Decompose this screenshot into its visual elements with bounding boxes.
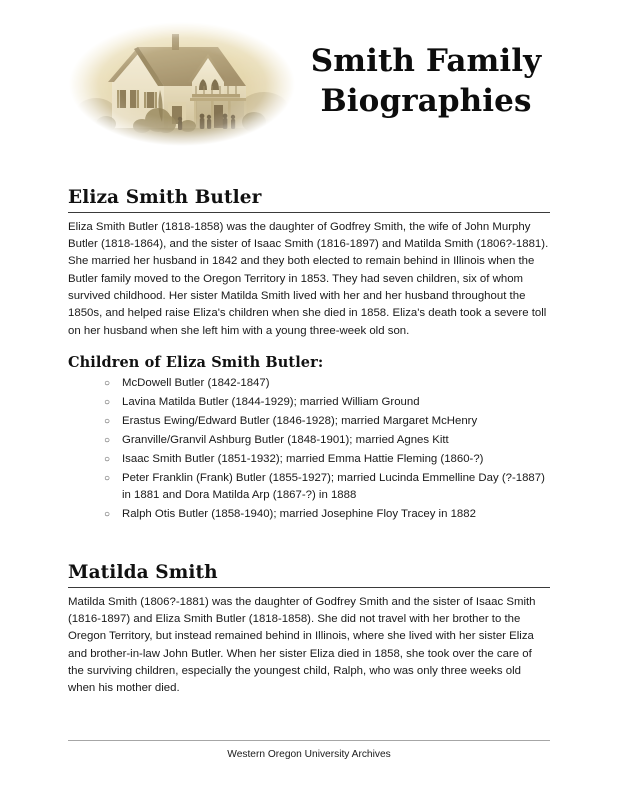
- children-list: [68, 375, 550, 523]
- list-item: [104, 470, 550, 505]
- section-matilda-smith: [68, 525, 550, 698]
- circle-bullet-icon: ○: [104, 509, 111, 521]
- list-item-label: Lavina Matilda Butler (1844-1929); married William Ground: [122, 396, 420, 409]
- footer-text: Western Oregon University Archives: [227, 749, 391, 760]
- heading-divider: [68, 212, 550, 213]
- farmhouse-photo-image: [68, 20, 296, 148]
- circle-bullet-icon: ○: [104, 434, 111, 446]
- title-line-2: Biographies: [320, 83, 532, 119]
- section-body-paragraph: Matilda Smith (1806?-1881) was the daughter of Godfrey Smith and the sister of Isaac Smith (1816-1897) and Eliza Smith Butler (1818-1858). She did not travel with her brother to the Oregon Territory, but instead remained behind in Illinois, where she lived with her sister Eliza and brother-in-law John Butler. When her sister Eliza died in 1858, she took over the care of the surviving children, especially the youngest child, Ralph, who was only three weeks old when his mother died.: [68, 595, 536, 695]
- children-sub-heading: Children of Eliza Smith Butler:: [68, 353, 324, 371]
- circle-bullet-icon: ○: [104, 378, 111, 390]
- footer-divider: [68, 740, 550, 741]
- list-item: [104, 432, 550, 449]
- page-footer: [68, 740, 550, 762]
- list-item-label: Ralph Otis Butler (1858-1940); married Josephine Floy Tracey in 1882: [122, 508, 476, 521]
- list-item: [104, 394, 550, 411]
- circle-bullet-icon: ○: [104, 453, 111, 465]
- list-item: [104, 375, 550, 392]
- section-heading: Eliza Smith Butler: [68, 187, 262, 208]
- list-item-label: Peter Franklin (Frank) Butler (1855-1927); married Lucinda Emmelline Day (?-1887) in 1881 and Dora Matilda Arp (1867-?) in 1888: [122, 471, 545, 502]
- section-heading: Matilda Smith: [68, 561, 218, 583]
- document-title: [296, 42, 550, 125]
- list-item-label: Isaac Smith Butler (1851-1932); married Emma Hattie Fleming (1860-?): [122, 452, 484, 465]
- section-eliza-smith-butler: [68, 154, 550, 523]
- title-line-1: Smith Family: [310, 43, 542, 80]
- list-item-label: McDowell Butler (1842-1847): [122, 377, 270, 390]
- list-item: [104, 413, 550, 430]
- circle-bullet-icon: ○: [104, 472, 111, 484]
- header-photograph: [68, 20, 296, 148]
- list-item-label: Granville/Granvil Ashburg Butler (1848-1901); married Agnes Kitt: [122, 433, 449, 446]
- list-item: [104, 451, 550, 468]
- circle-bullet-icon: ○: [104, 397, 111, 409]
- list-item-label: Erastus Ewing/Edward Butler (1846-1928); married Margaret McHenry: [122, 415, 478, 427]
- heading-divider: [68, 587, 550, 588]
- masthead: [68, 0, 550, 154]
- circle-bullet-icon: ○: [104, 416, 111, 427]
- section-body-paragraph: Eliza Smith Butler (1818-1858) was the daughter of Godfrey Smith, the wife of John Murphy Butler (1818-1864), and the sister of Isaac Smith (1816-1897) and Matilda Smith (1806?-1881). She married her husband in 1842 and they both elected to remain behind in Illinois when the Butler family moved to the Oregon Territory in 1853. They had seven children, six of whom survived childhood. Her sister Matilda Smith lived with her and her husband throughout the 1850s, and helped raise Eliza's children when she died in 1858. Eliza's death took a severe toll on her husband when she left him with a young three-week old son.: [68, 220, 549, 337]
- list-item: [104, 506, 550, 523]
